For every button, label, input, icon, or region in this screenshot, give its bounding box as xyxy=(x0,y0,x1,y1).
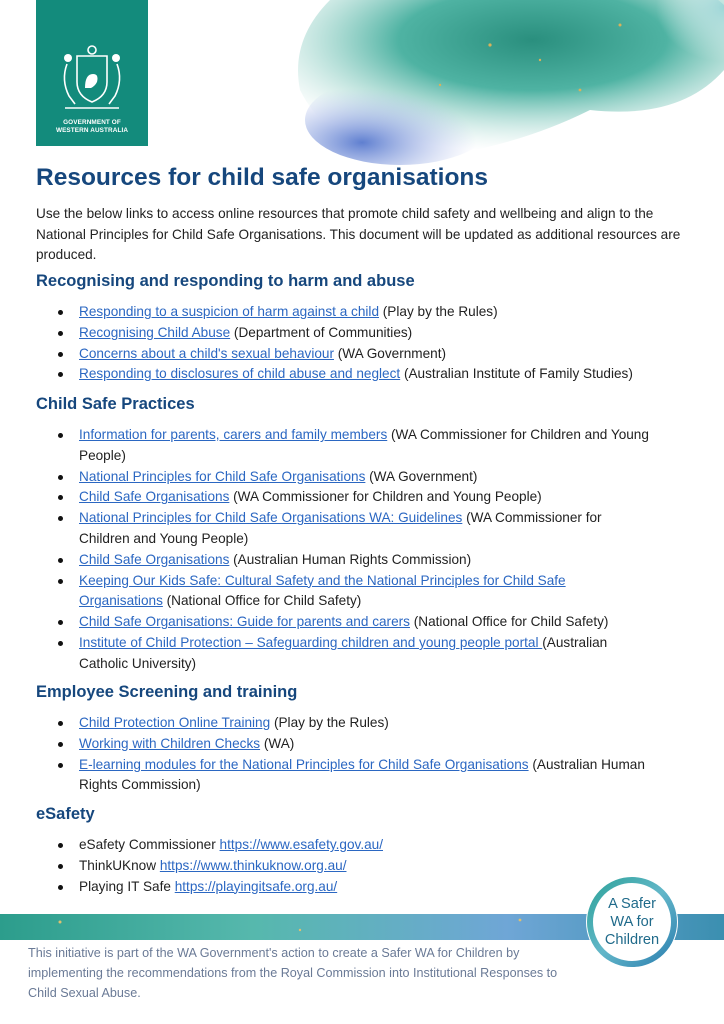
list-item xyxy=(0,734,649,755)
resource-source: (Australian Institute of Family Studies) xyxy=(400,366,633,382)
resource-source: (Department of Communities) xyxy=(230,324,413,340)
resource-link[interactable]: Child Safe Organisations xyxy=(79,551,230,567)
resource-link[interactable]: Concerns about a child's sexual behaviour xyxy=(79,345,334,361)
list-item xyxy=(0,612,649,633)
crest-icon xyxy=(55,44,129,116)
resource-link[interactable]: Responding to a suspicion of harm against a child xyxy=(79,304,379,319)
resource-list-harm-abuse xyxy=(0,302,649,385)
resource-link[interactable]: E-learning modules for the National Principles for Child Safe Organisations xyxy=(79,756,529,772)
resource-list-esafety xyxy=(0,835,649,897)
list-item xyxy=(0,713,649,734)
gov-logo-line2: WESTERN AUSTRALIA xyxy=(55,127,129,134)
resource-source: (WA) xyxy=(260,735,295,751)
safer-wa-for-children-badge xyxy=(586,876,678,968)
list-item xyxy=(0,755,649,797)
resource-list-child-safe-practices xyxy=(0,425,649,675)
list-item xyxy=(0,323,649,344)
resource-link[interactable]: Institute of Child Protection – Safeguarding children and young people portal xyxy=(79,634,543,650)
page-title: Resources for child safe organisations xyxy=(36,164,489,191)
resource-source: (Australian Human Rights Commission) xyxy=(229,551,472,567)
list-item xyxy=(0,571,649,613)
section-heading-employee-screening: Employee Screening and training xyxy=(36,683,298,701)
resource-link[interactable]: National Principles for Child Safe Organisations xyxy=(79,468,366,484)
list-item xyxy=(0,508,649,550)
resource-source: (Play by the Rules) xyxy=(270,715,389,730)
resource-url-link[interactable]: https://playingitsafe.org.au/ xyxy=(174,878,338,894)
resource-link[interactable]: Information for parents, carers and family members xyxy=(79,427,388,442)
section-heading-esafety: eSafety xyxy=(36,805,95,823)
watercolor-header-art xyxy=(290,0,724,165)
resource-link[interactable]: Child Safe Organisations: Guide for parents and carers xyxy=(79,614,410,630)
badge-line2: WA for xyxy=(610,914,654,930)
government-of-wa-logo xyxy=(36,0,148,146)
resource-source: (Australian Catholic University) xyxy=(79,634,608,671)
resource-source: (WA Commissioner for Children and Young People) xyxy=(79,427,649,463)
resource-source: (WA Government) xyxy=(334,345,447,361)
list-item xyxy=(0,856,649,877)
resource-source: (Play by the Rules) xyxy=(379,304,498,319)
resource-name: ThinkUKnow xyxy=(79,857,160,873)
intro-paragraph: Use the below links to access online resources that promote child safety and wellbeing and align to the National Principles for Child Safe Organisations. This document will be updated as additional resources are produced. xyxy=(36,206,681,262)
section-heading-harm-abuse: Recognising and responding to harm and abuse xyxy=(36,272,415,290)
footer-initiative-text: This initiative is part of the WA Government's action to create a Safer WA for Children by implementing the recommendations from the Royal Commission into Institutional Responses to Child Sexual Abuse. xyxy=(28,946,558,1000)
resource-link[interactable]: Recognising Child Abuse xyxy=(79,324,231,340)
section-heading-child-safe-practices: Child Safe Practices xyxy=(36,395,195,413)
resource-source: (WA Commissioner for Children and Young People) xyxy=(79,510,602,546)
resource-link[interactable]: Child Safe Organisations xyxy=(79,489,230,505)
list-item xyxy=(0,344,649,365)
badge-line3: Children xyxy=(604,932,660,948)
resource-source: (National Office for Child Safety) xyxy=(162,593,362,609)
list-item xyxy=(0,877,649,898)
gov-logo-line1: GOVERNMENT OF xyxy=(63,119,121,126)
resource-link[interactable]: National Principles for Child Safe Organisations WA: Guidelines xyxy=(79,510,463,526)
resource-link[interactable]: Responding to disclosures of child abuse and neglect xyxy=(79,366,401,382)
resource-source: (WA Government) xyxy=(365,468,478,484)
resource-link[interactable]: Child Protection Online Training xyxy=(79,715,271,730)
resource-list-employee-screening xyxy=(0,713,649,796)
list-item xyxy=(0,633,649,675)
resource-name: eSafety Commissioner xyxy=(79,837,220,852)
resource-link[interactable]: Keeping Our Kids Safe: Cultural Safety and the National Principles for Child Safe Organisations xyxy=(79,572,566,609)
resource-source: (WA Commissioner for Children and Young People) xyxy=(229,489,542,505)
resource-url-link[interactable]: https://www.thinkuknow.org.au/ xyxy=(159,857,347,873)
badge-line1: A Safer xyxy=(608,896,656,912)
list-item xyxy=(0,364,649,385)
list-item xyxy=(0,467,649,488)
resource-name: Playing IT Safe xyxy=(79,878,175,894)
list-item xyxy=(0,302,649,323)
resource-link[interactable]: Working with Children Checks xyxy=(79,735,261,751)
list-item xyxy=(0,425,649,467)
list-item xyxy=(0,835,649,856)
resource-url-link[interactable]: https://www.esafety.gov.au/ xyxy=(219,837,383,852)
resource-source: (National Office for Child Safety) xyxy=(409,614,609,630)
list-item xyxy=(0,550,649,571)
list-item xyxy=(0,487,649,508)
resource-source: (Australian Human Rights Commission) xyxy=(79,756,645,793)
